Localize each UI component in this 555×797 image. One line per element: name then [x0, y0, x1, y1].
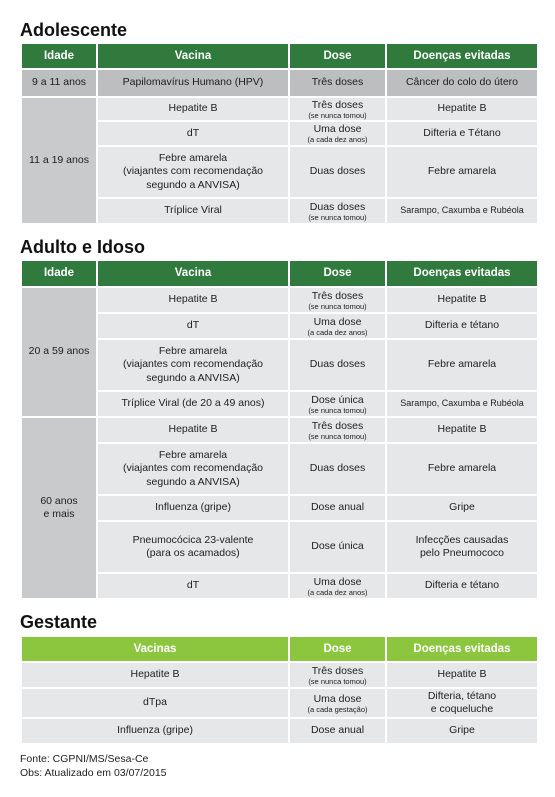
dose-note: (a cada dez anos) — [307, 587, 368, 597]
table-row — [21, 718, 538, 744]
vaccine-cell: dT — [97, 121, 289, 146]
table-row — [21, 97, 538, 121]
vaccine-line: (viajantes com recomendação — [122, 358, 264, 371]
age-cell: 11 a 19 anos — [21, 97, 97, 224]
section-title-gestante: Gestante — [20, 612, 98, 632]
dose-cell — [289, 573, 386, 599]
age-cell: 9 a 11 anos — [21, 69, 97, 97]
table-row — [21, 198, 538, 224]
vaccine-line: Febre amarela — [158, 345, 228, 358]
disease-cell: Câncer do colo do útero — [386, 69, 538, 97]
dose-cell — [289, 121, 386, 146]
header-vacinas: Vacinas — [21, 636, 289, 662]
header-vacina: Vacina — [97, 43, 289, 69]
dose-note: (se nunca tomou) — [308, 405, 367, 415]
disease-cell — [386, 521, 538, 573]
disease-cell: Gripe — [386, 718, 538, 744]
dose-text: Dose única — [311, 393, 364, 406]
dose-cell — [289, 662, 386, 688]
update-note: Obs: Atualizado em 03/07/2015 — [20, 767, 167, 779]
table-adolescente — [20, 42, 539, 225]
vaccine-line: Pneumocócica 23-valente — [132, 533, 254, 546]
table-row — [21, 417, 538, 443]
dose-cell: Três doses — [289, 69, 386, 97]
dose-cell: Dose anual — [289, 718, 386, 744]
vaccine-cell: dT — [97, 573, 289, 599]
dose-cell — [289, 287, 386, 313]
header-vacina: Vacina — [97, 260, 289, 287]
dose-text: Três doses — [311, 419, 364, 432]
table-row — [21, 339, 538, 391]
dose-text: Três doses — [311, 664, 364, 677]
vaccine-cell — [97, 339, 289, 391]
vaccine-line: segundo a ANVISA) — [146, 371, 240, 384]
header-dose: Dose — [289, 260, 386, 287]
vaccine-cell: Hepatite B — [21, 662, 289, 688]
vaccine-cell: Influenza (gripe) — [21, 718, 289, 744]
disease-cell: Hepatite B — [386, 662, 538, 688]
vaccine-line: (viajantes com recomendação — [122, 462, 264, 475]
age-line: 60 anos — [40, 494, 78, 507]
table-adulto — [20, 259, 539, 600]
table-row — [21, 313, 538, 339]
dose-cell: Dose única — [289, 521, 386, 573]
vaccine-cell: Hepatite B — [97, 417, 289, 443]
vaccine-line: segundo a ANVISA) — [146, 475, 240, 488]
table-row — [21, 443, 538, 495]
age-line: e mais — [43, 508, 75, 520]
disease-cell: Hepatite B — [386, 97, 538, 121]
dose-text: Duas doses — [309, 200, 366, 213]
disease-cell: Febre amarela — [386, 443, 538, 495]
table-row — [21, 121, 538, 146]
footer — [20, 752, 167, 780]
dose-cell: Duas doses — [289, 339, 386, 391]
age-cell: 20 a 59 anos — [21, 287, 97, 417]
dose-text: Uma dose — [313, 123, 362, 135]
vaccine-line: Febre amarela — [158, 152, 228, 165]
vaccine-cell: Papilomavírus Humano (HPV) — [97, 69, 289, 97]
vaccine-cell: Tríplice Viral — [97, 198, 289, 224]
dose-cell: Duas doses — [289, 146, 386, 198]
vaccine-line: segundo a ANVISA) — [146, 178, 240, 191]
vaccine-line: (viajantes com recomendação — [122, 165, 264, 178]
dose-text: Três doses — [311, 289, 364, 302]
table-row — [21, 391, 538, 417]
dose-note: (se nunca tomou) — [308, 301, 367, 311]
header-doencas: Doenças evitadas — [386, 636, 538, 662]
table-row — [21, 521, 538, 573]
header-idade: Idade — [21, 260, 97, 287]
header-dose: Dose — [289, 43, 386, 69]
disease-line: Difteria, tétano — [427, 689, 497, 702]
dose-text: Uma dose — [313, 315, 362, 328]
vaccine-cell — [97, 146, 289, 198]
header-doencas: Doenças evitadas — [386, 43, 538, 69]
dose-cell — [289, 688, 386, 718]
disease-line: e coqueluche — [430, 703, 494, 715]
header-doencas: Doenças evitadas — [386, 260, 538, 287]
table-row — [21, 662, 538, 688]
dose-note: (se nunca tomou) — [308, 676, 367, 686]
vaccine-cell: dTpa — [21, 688, 289, 718]
dose-text: Uma dose — [313, 575, 362, 588]
table-header-row — [21, 260, 538, 287]
dose-note: (se nunca tomou) — [308, 212, 367, 222]
header-dose: Dose — [289, 636, 386, 662]
dose-cell — [289, 313, 386, 339]
vaccine-line: (para os acamados) — [146, 547, 240, 559]
age-cell — [21, 417, 97, 599]
disease-cell: Hepatite B — [386, 287, 538, 313]
dose-text: Três doses — [311, 98, 364, 111]
disease-cell: Difteria e Tétano — [386, 121, 538, 146]
disease-cell: Febre amarela — [386, 146, 538, 198]
disease-cell: Hepatite B — [386, 417, 538, 443]
dose-cell — [289, 417, 386, 443]
table-row — [21, 69, 538, 97]
vaccine-cell — [97, 443, 289, 495]
dose-cell: Duas doses — [289, 443, 386, 495]
disease-cell: Difteria e tétano — [386, 313, 538, 339]
vaccine-cell — [97, 521, 289, 573]
dose-note: (a cada dez anos) — [307, 327, 368, 337]
source-note: Fonte: CGPNI/MS/Sesa-Ce — [20, 753, 149, 765]
dose-note: (se nunca tomou) — [308, 431, 367, 441]
vaccine-cell: Hepatite B — [97, 287, 289, 313]
vaccine-cell: Influenza (gripe) — [97, 495, 289, 521]
dose-note: (a cada dez anos) — [307, 135, 368, 145]
table-gestante — [20, 635, 539, 745]
disease-line: Infecções causadas — [415, 533, 509, 546]
dose-cell — [289, 198, 386, 224]
section-title-adulto: Adulto e Idoso — [20, 237, 145, 257]
vaccine-cell: dT — [97, 313, 289, 339]
dose-cell: Dose anual — [289, 495, 386, 521]
table-row — [21, 573, 538, 599]
section-title-adolescente: Adolescente — [20, 20, 128, 40]
table-row — [21, 688, 538, 718]
disease-cell: Gripe — [386, 495, 538, 521]
disease-cell: Sarampo, Caxumba e Rubéola — [386, 198, 538, 224]
disease-line: pelo Pneumococo — [419, 547, 505, 559]
dose-cell — [289, 97, 386, 121]
vaccine-line: Febre amarela — [158, 449, 228, 462]
disease-cell: Difteria e tétano — [386, 573, 538, 599]
vaccine-cell: Hepatite B — [97, 97, 289, 121]
dose-text: Uma dose — [313, 692, 362, 705]
table-header-row — [21, 636, 538, 662]
dose-cell — [289, 391, 386, 417]
table-row — [21, 287, 538, 313]
header-idade: Idade — [21, 43, 97, 69]
disease-cell: Sarampo, Caxumba e Rubéola — [386, 391, 538, 417]
table-header-row — [21, 43, 538, 69]
vaccine-cell: Tríplice Viral (de 20 a 49 anos) — [97, 391, 289, 417]
disease-cell: Febre amarela — [386, 339, 538, 391]
disease-cell — [386, 688, 538, 718]
dose-note: (se nunca tomou) — [308, 110, 367, 120]
table-row — [21, 495, 538, 521]
table-row — [21, 146, 538, 198]
dose-note: (a cada gestação) — [307, 704, 368, 714]
